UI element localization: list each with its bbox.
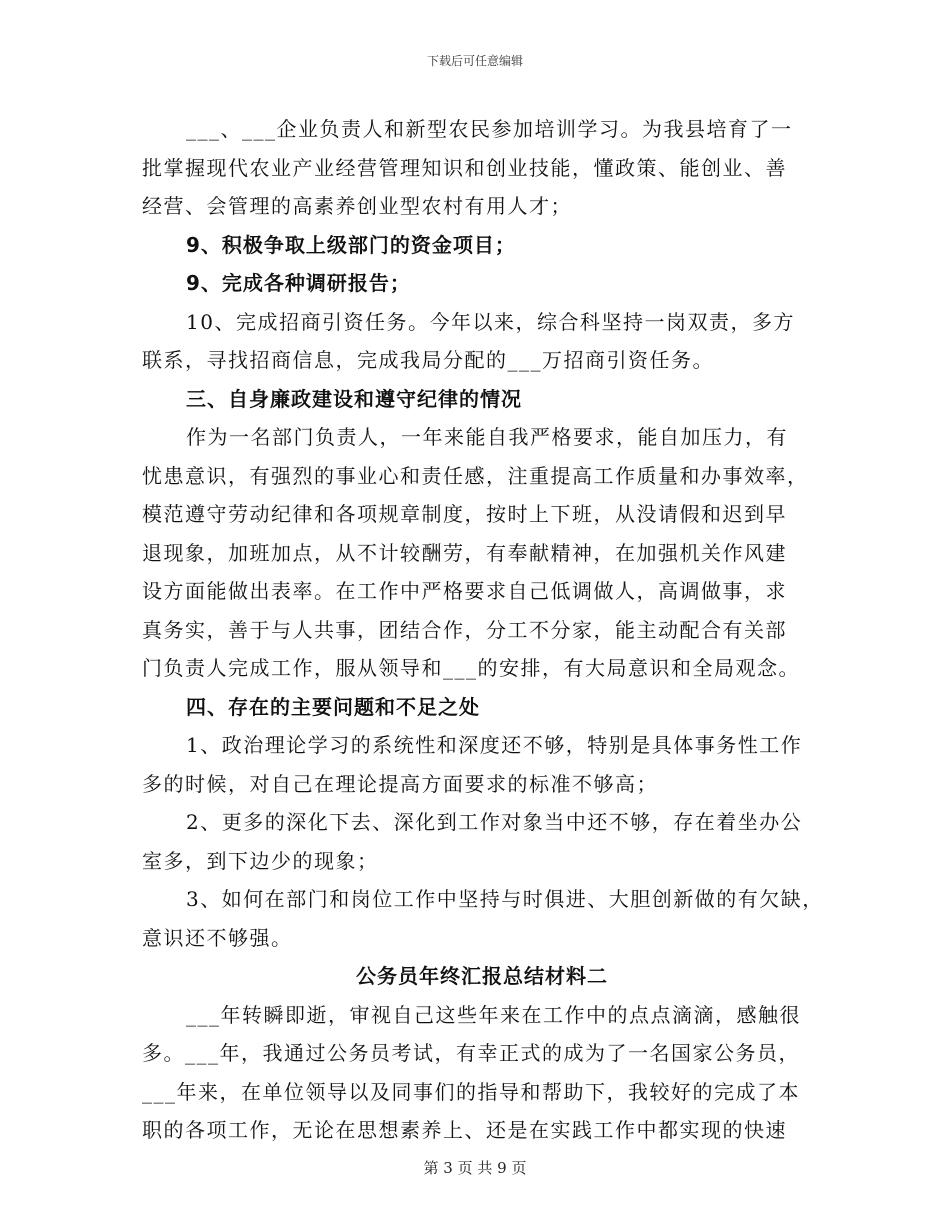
paragraph-line: 设方面能做出表率。在工作中严格要求自己低调做人，高调做事，求 bbox=[142, 579, 787, 603]
paragraph-line: 作为一名部门负责人，一年来能自我严格要求，能自加压力，有 bbox=[186, 425, 788, 449]
list-item-heading: 9、积极争取上级部门的资金项目； bbox=[186, 232, 516, 257]
paragraph-line: 室多，到下边少的现象； bbox=[142, 848, 379, 873]
paragraph-line: 门负责人完成工作，服从领导和___的安排，有大局意识和全局观念。 bbox=[142, 656, 800, 680]
paragraph-line: 意识还不够强。 bbox=[142, 925, 293, 950]
paragraph-line: 3、如何在部门和岗位工作中坚持与时俱进、大胆创新做的有欠缺， bbox=[186, 887, 824, 911]
paragraph-line: 退现象，加班加点，从不计较酬劳，有奉献精神，在加强机关作风建 bbox=[142, 540, 787, 565]
paragraph-line: 2、更多的深化下去、深化到工作对象当中还不够，存在着坐办公 bbox=[186, 810, 803, 834]
paragraph-line: 批掌握现代农业产业经营管理知识和创业技能，懂政策、能创业、善 bbox=[142, 155, 787, 180]
header-note: 下载后可任意编辑 bbox=[426, 54, 523, 68]
paragraph-line: 真务实，善于与人共事，团结合作，分工不分家，能主动配合有关部 bbox=[142, 617, 787, 642]
paragraph-line: 多的时候，对自己在理论提高方面要求的标准不够高； bbox=[142, 771, 658, 796]
paragraph-line: ___年来，在单位领导以及同事们的指导和帮助下，我较好的完成了本 bbox=[142, 1079, 800, 1104]
section-heading: 三、自身廉政建设和遵守纪律的情况 bbox=[186, 386, 522, 411]
paragraph-line: 1、政治理论学习的系统性和深度还不够，特别是具体事务性工作 bbox=[186, 733, 803, 757]
paragraph-line: 联系，寻找招商信息，完成我局分配的___万招商引资任务。 bbox=[142, 348, 714, 372]
list-item-heading: 9、完成各种调研报告； bbox=[186, 271, 411, 295]
paragraph-line: ___、___企业负责人和新型农民参加培训学习。为我县培育了一 bbox=[186, 117, 793, 141]
page-number: 第 3 页 共 9 页 bbox=[423, 1159, 527, 1177]
paragraph-line: 职的各项工作，无论在思想素养上、还是在实践工作中都实现的快速 bbox=[142, 1118, 787, 1142]
paragraph-line: 经营、会管理的高素养创业型农村有用人才； bbox=[142, 194, 572, 218]
paragraph-line: 忧患意识，有强烈的事业心和责任感，注重提高工作质量和办事效率， bbox=[142, 463, 809, 488]
document-body bbox=[142, 110, 822, 1150]
paragraph-line: 10、完成招商引资任务。今年以来，综合科坚持一岗双责，多方 bbox=[186, 309, 795, 334]
paragraph-line: ___年转瞬即逝，审视自己这些年来在工作中的点点滴滴，感触很 bbox=[186, 1002, 801, 1027]
document-subtitle: 公务员年终汇报总结材料二 bbox=[356, 964, 608, 988]
paragraph-line: 多。___年，我通过公务员考试，有幸正式的成为了一名国家公务员， bbox=[142, 1041, 800, 1065]
paragraph-line: 模范遵守劳动纪律和各项规章制度，按时上下班，从没请假和迟到早 bbox=[142, 502, 787, 526]
section-heading: 四、存在的主要问题和不足之处 bbox=[186, 694, 480, 719]
